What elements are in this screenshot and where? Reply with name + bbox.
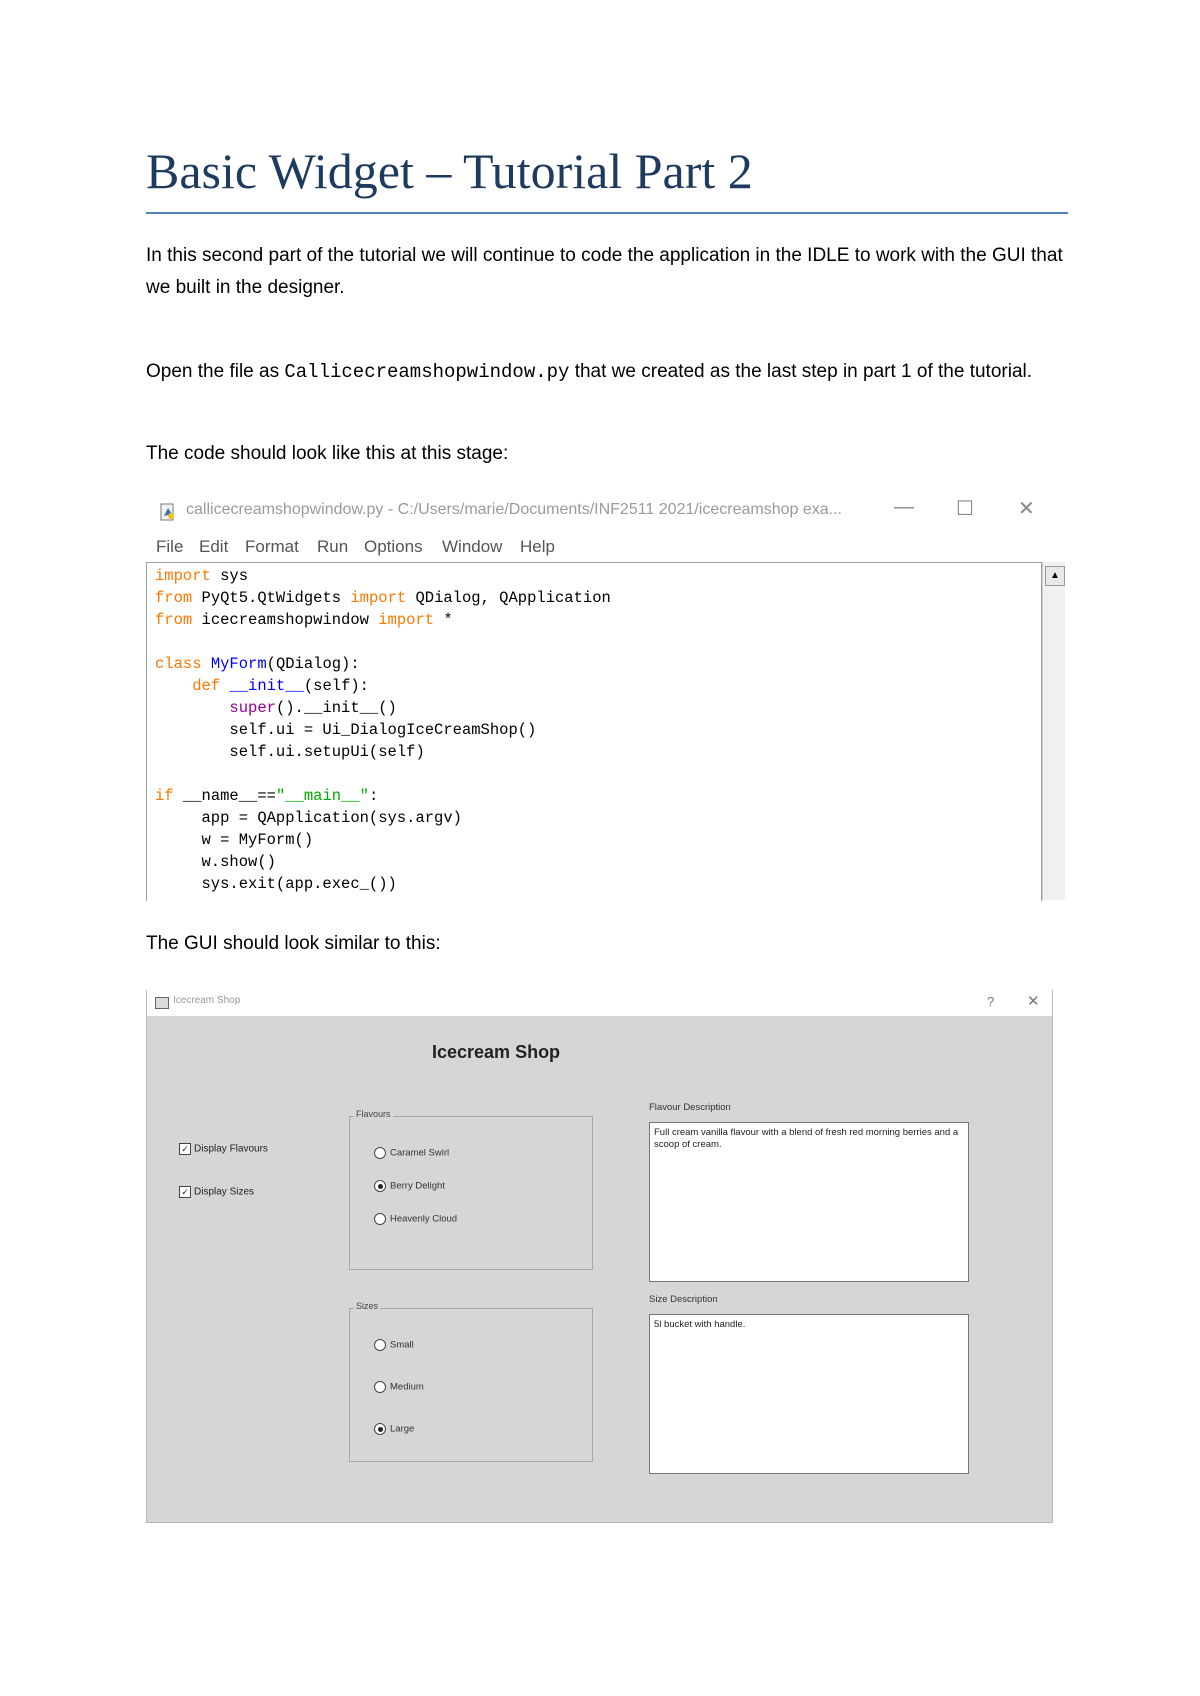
code-line-11: if __name__=="__main__": bbox=[155, 787, 379, 805]
radio-large[interactable]: Large bbox=[374, 1423, 414, 1435]
code-line-9: self.ui.setupUi(self) bbox=[155, 743, 425, 761]
code-line-1: import sys bbox=[155, 567, 249, 585]
dialog-window-title: Icecream Shop bbox=[173, 995, 241, 1006]
close-icon[interactable]: ✕ bbox=[1027, 993, 1040, 1010]
code-editor[interactable] bbox=[146, 562, 1042, 901]
radio-caramel-swirl[interactable]: Caramel Swirl bbox=[374, 1147, 449, 1159]
open-file-prefix: Open the file as bbox=[146, 361, 285, 382]
radio-indicator bbox=[374, 1381, 386, 1393]
code-line-7: super().__init__() bbox=[229, 699, 397, 717]
open-file-paragraph bbox=[146, 356, 1066, 388]
radio-indicator bbox=[374, 1339, 386, 1351]
size-description-label: Size Description bbox=[649, 1294, 718, 1305]
idle-window-title: callicecreamshopwindow.py - C:/Users/marie/Documents/INF2511 2021/icecreamshop exa... bbox=[186, 501, 842, 518]
checkbox-check-icon: ✓ bbox=[179, 1186, 191, 1198]
idle-editor-window bbox=[146, 490, 1066, 900]
sizes-groupbox bbox=[349, 1301, 593, 1462]
dialog-titlebar bbox=[147, 990, 1052, 1016]
code-line-6: def __init__(self): bbox=[192, 677, 369, 695]
display-flavours-checkbox[interactable]: ✓ Display Flavours bbox=[179, 1143, 268, 1155]
radio-medium[interactable]: Medium bbox=[374, 1381, 424, 1393]
icecream-shop-dialog bbox=[146, 990, 1053, 1523]
idle-titlebar bbox=[146, 490, 1066, 530]
menu-window[interactable]: Window bbox=[442, 537, 503, 556]
code-line-13: w = MyForm() bbox=[155, 831, 314, 849]
size-description-textbox[interactable]: 5l bucket with handle. bbox=[649, 1314, 969, 1474]
radio-small[interactable]: Small bbox=[374, 1339, 414, 1351]
help-icon[interactable]: ? bbox=[987, 994, 995, 1009]
minimize-icon[interactable]: — bbox=[894, 496, 914, 518]
flavour-description-textbox[interactable]: Full cream vanilla flavour with a blend of fresh red morning berries and a scoop of cream. bbox=[649, 1122, 969, 1282]
menu-help[interactable]: Help bbox=[520, 537, 555, 556]
window-icon bbox=[155, 997, 169, 1009]
flavour-description-label: Flavour Description bbox=[649, 1102, 731, 1113]
scroll-up-arrow-icon[interactable]: ▲ bbox=[1045, 566, 1065, 586]
code-line-14: w.show() bbox=[155, 853, 276, 871]
dialog-heading: Icecream Shop bbox=[432, 1042, 561, 1062]
code-line-5: class MyForm(QDialog): bbox=[155, 655, 360, 673]
maximize-icon[interactable]: ☐ bbox=[956, 498, 974, 520]
sizes-group-title: Sizes bbox=[356, 1301, 379, 1311]
radio-indicator bbox=[374, 1147, 386, 1159]
code-line-8: self.ui = Ui_DialogIceCreamShop() bbox=[155, 721, 537, 739]
idle-menubar bbox=[146, 534, 1066, 562]
code-line-2: from PyQt5.QtWidgets import QDialog, QApplication bbox=[155, 589, 611, 607]
radio-heavenly-cloud[interactable]: Heavenly Cloud bbox=[374, 1213, 457, 1225]
gui-intro-paragraph: The GUI should look similar to this: bbox=[146, 933, 441, 954]
radio-indicator bbox=[374, 1423, 386, 1435]
open-file-filename: Callicecreamshopwindow.py bbox=[284, 361, 570, 383]
menu-run[interactable]: Run bbox=[317, 537, 349, 556]
radio-indicator bbox=[374, 1180, 386, 1192]
menu-file[interactable]: File bbox=[156, 537, 184, 556]
radio-berry-delight[interactable]: Berry Delight bbox=[374, 1180, 445, 1192]
title-underline bbox=[146, 212, 1068, 214]
editor-scrollbar[interactable] bbox=[1042, 562, 1065, 900]
flavours-groupbox bbox=[349, 1109, 593, 1270]
display-sizes-checkbox[interactable]: ✓ Display Sizes bbox=[179, 1186, 254, 1198]
code-line-3: from icecreamshopwindow import * bbox=[155, 611, 453, 629]
code-line-15: sys.exit(app.exec_()) bbox=[155, 875, 397, 893]
menu-format[interactable]: Format bbox=[245, 537, 299, 556]
flavours-group-title: Flavours bbox=[356, 1109, 391, 1119]
checkbox-check-icon: ✓ bbox=[179, 1143, 191, 1155]
open-file-suffix: that we created as the last step in part 1 of the tutorial. bbox=[569, 361, 1033, 382]
menu-options[interactable]: Options bbox=[364, 537, 423, 556]
menu-edit[interactable]: Edit bbox=[199, 537, 229, 556]
code-intro-paragraph: The code should look like this at this stage: bbox=[146, 443, 509, 464]
code-line-12: app = QApplication(sys.argv) bbox=[155, 809, 462, 827]
radio-indicator bbox=[374, 1213, 386, 1225]
close-icon[interactable]: ✕ bbox=[1018, 498, 1035, 520]
document-title: Basic Widget – Tutorial Part 2 bbox=[146, 143, 753, 199]
python-file-icon bbox=[158, 502, 178, 522]
intro-paragraph: In this second part of the tutorial we will continue to code the application in the IDLE to work with the GUI that we built in the designer. bbox=[146, 245, 1063, 298]
